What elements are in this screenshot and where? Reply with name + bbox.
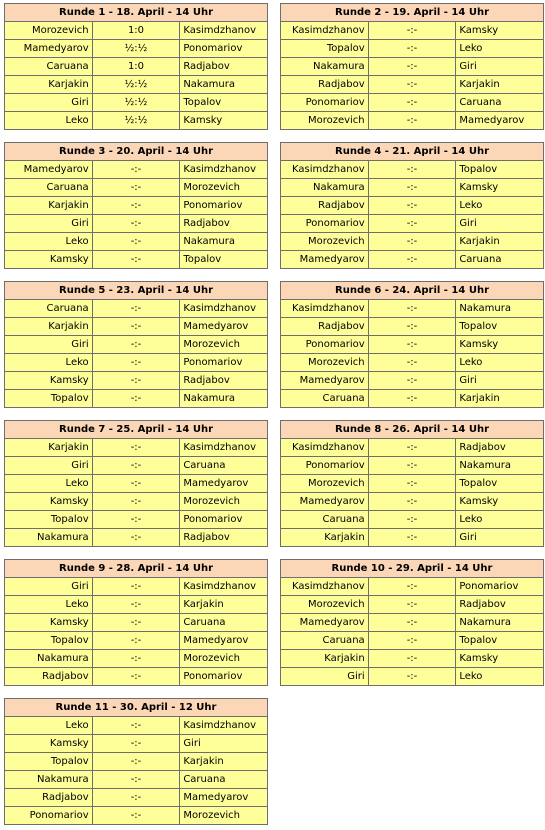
black-player: Karjakin (180, 753, 268, 771)
game-row (5, 614, 268, 632)
game-result: 1:0 (92, 58, 180, 76)
game-row (5, 753, 268, 771)
game-row (5, 457, 268, 475)
game-result: -:- (92, 578, 180, 596)
game-row (281, 40, 544, 58)
white-player: Topalov (5, 753, 93, 771)
round-table-4 (280, 142, 544, 269)
game-result: -:- (368, 614, 456, 632)
black-player: Nakamura (180, 233, 268, 251)
game-result: -:- (92, 807, 180, 825)
game-result: -:- (368, 511, 456, 529)
white-player: Leko (5, 112, 93, 130)
black-player: Morozevich (180, 650, 268, 668)
round-table-6 (280, 281, 544, 408)
game-row (281, 511, 544, 529)
game-result: -:- (92, 668, 180, 686)
round-table-8 (280, 420, 544, 547)
game-result: -:- (368, 251, 456, 269)
round-title: Runde 3 - 20. April - 14 Uhr (5, 143, 268, 161)
black-player: Leko (456, 40, 544, 58)
round-title: Runde 1 - 18. April - 14 Uhr (5, 4, 268, 22)
round-title: Runde 11 - 30. April - 12 Uhr (5, 699, 268, 717)
black-player: Ponomariov (180, 511, 268, 529)
black-player: Radjabov (180, 215, 268, 233)
black-player: Nakamura (180, 76, 268, 94)
white-player: Leko (5, 596, 93, 614)
white-player: Leko (5, 354, 93, 372)
black-player: Topalov (456, 161, 544, 179)
black-player: Kamsky (456, 336, 544, 354)
game-result: -:- (92, 529, 180, 547)
game-result: -:- (92, 650, 180, 668)
game-row (5, 668, 268, 686)
game-row (5, 94, 268, 112)
game-row (5, 58, 268, 76)
game-result: -:- (368, 161, 456, 179)
white-player: Giri (281, 668, 369, 686)
white-player: Topalov (5, 511, 93, 529)
black-player: Leko (456, 197, 544, 215)
game-result: -:- (92, 318, 180, 336)
game-result: ½:½ (92, 40, 180, 58)
game-row (5, 735, 268, 753)
game-row (281, 318, 544, 336)
game-result: -:- (92, 251, 180, 269)
black-player: Kasimdzhanov (180, 717, 268, 735)
game-result: -:- (92, 753, 180, 771)
game-result: 1:0 (92, 22, 180, 40)
white-player: Leko (5, 717, 93, 735)
black-player: Mamedyarov (180, 475, 268, 493)
game-result: -:- (92, 197, 180, 215)
game-result: -:- (92, 233, 180, 251)
game-result: -:- (92, 632, 180, 650)
round-header-row (5, 421, 268, 439)
white-player: Karjakin (281, 650, 369, 668)
black-player: Karjakin (456, 76, 544, 94)
game-result: -:- (368, 318, 456, 336)
game-row (281, 94, 544, 112)
white-player: Topalov (281, 40, 369, 58)
game-row (281, 668, 544, 686)
game-result: -:- (92, 493, 180, 511)
game-result: -:- (368, 76, 456, 94)
game-row (5, 179, 268, 197)
black-player: Ponomariov (180, 40, 268, 58)
round-table-5 (4, 281, 268, 408)
round-title: Runde 2 - 19. April - 14 Uhr (281, 4, 544, 22)
game-result: ½:½ (92, 76, 180, 94)
black-player: Mamedyarov (180, 632, 268, 650)
round-title: Runde 8 - 26. April - 14 Uhr (281, 421, 544, 439)
white-player: Radjabov (281, 197, 369, 215)
game-result: -:- (368, 354, 456, 372)
black-player: Nakamura (456, 457, 544, 475)
game-result: -:- (92, 300, 180, 318)
white-player: Radjabov (281, 318, 369, 336)
game-row (281, 336, 544, 354)
white-player: Ponomariov (281, 336, 369, 354)
black-player: Giri (456, 215, 544, 233)
black-player: Caruana (180, 614, 268, 632)
round-header-row (5, 282, 268, 300)
round-header-row (5, 4, 268, 22)
white-player: Mamedyarov (281, 372, 369, 390)
game-row (281, 439, 544, 457)
white-player: Karjakin (5, 197, 93, 215)
game-result: -:- (368, 475, 456, 493)
black-player: Radjabov (456, 596, 544, 614)
game-row (5, 300, 268, 318)
white-player: Nakamura (5, 529, 93, 547)
game-row (281, 58, 544, 76)
game-row (281, 179, 544, 197)
round-table-3 (4, 142, 268, 269)
black-player: Morozevich (180, 336, 268, 354)
game-row (281, 354, 544, 372)
round-header-row (5, 699, 268, 717)
black-player: Leko (456, 354, 544, 372)
game-row (281, 112, 544, 130)
white-player: Morozevich (281, 112, 369, 130)
game-row (5, 336, 268, 354)
game-row (5, 771, 268, 789)
game-row (281, 650, 544, 668)
game-row (281, 596, 544, 614)
white-player: Kasimdzhanov (281, 300, 369, 318)
game-row (5, 22, 268, 40)
white-player: Mamedyarov (5, 161, 93, 179)
white-player: Caruana (281, 390, 369, 408)
game-row (5, 233, 268, 251)
game-result: -:- (92, 390, 180, 408)
white-player: Ponomariov (281, 215, 369, 233)
round-title: Runde 6 - 24. April - 14 Uhr (281, 282, 544, 300)
game-row (281, 300, 544, 318)
game-row (5, 632, 268, 650)
black-player: Morozevich (180, 807, 268, 825)
black-player: Kasimdzhanov (180, 300, 268, 318)
black-player: Nakamura (456, 300, 544, 318)
game-result: -:- (368, 233, 456, 251)
white-player: Radjabov (5, 668, 93, 686)
black-player: Leko (456, 668, 544, 686)
game-result: -:- (368, 197, 456, 215)
white-player: Caruana (281, 511, 369, 529)
white-player: Kasimdzhanov (281, 22, 369, 40)
white-player: Morozevich (281, 475, 369, 493)
black-player: Nakamura (456, 614, 544, 632)
black-player: Giri (180, 735, 268, 753)
game-result: -:- (92, 735, 180, 753)
black-player: Kasimdzhanov (180, 439, 268, 457)
game-result: -:- (368, 40, 456, 58)
black-player: Mamedyarov (456, 112, 544, 130)
game-result: ½:½ (92, 94, 180, 112)
white-player: Caruana (5, 58, 93, 76)
game-row (281, 390, 544, 408)
white-player: Karjakin (5, 439, 93, 457)
white-player: Morozevich (281, 233, 369, 251)
game-row (5, 76, 268, 94)
game-result: -:- (368, 390, 456, 408)
game-row (5, 161, 268, 179)
round-title: Runde 10 - 29. April - 14 Uhr (281, 560, 544, 578)
round-title: Runde 7 - 25. April - 14 Uhr (5, 421, 268, 439)
white-player: Kasimdzhanov (281, 578, 369, 596)
white-player: Kamsky (5, 372, 93, 390)
black-player: Radjabov (180, 58, 268, 76)
game-row (281, 251, 544, 269)
black-player: Morozevich (180, 179, 268, 197)
white-player: Kasimdzhanov (281, 161, 369, 179)
black-player: Karjakin (456, 233, 544, 251)
game-result: -:- (368, 300, 456, 318)
game-row (281, 215, 544, 233)
round-table-2 (280, 3, 544, 130)
game-row (281, 161, 544, 179)
round-header-row (281, 560, 544, 578)
black-player: Kamsky (456, 650, 544, 668)
game-row (281, 493, 544, 511)
black-player: Topalov (180, 251, 268, 269)
white-player: Radjabov (281, 76, 369, 94)
black-player: Leko (456, 511, 544, 529)
game-row (5, 717, 268, 735)
game-row (5, 197, 268, 215)
game-row (5, 354, 268, 372)
white-player: Nakamura (5, 650, 93, 668)
white-player: Ponomariov (5, 807, 93, 825)
white-player: Morozevich (281, 596, 369, 614)
white-player: Karjakin (5, 318, 93, 336)
black-player: Topalov (456, 318, 544, 336)
black-player: Caruana (180, 457, 268, 475)
game-row (5, 112, 268, 130)
white-player: Kamsky (5, 251, 93, 269)
black-player: Kamsky (456, 493, 544, 511)
white-player: Mamedyarov (281, 251, 369, 269)
game-result: -:- (368, 22, 456, 40)
game-row (281, 76, 544, 94)
black-player: Kamsky (456, 179, 544, 197)
game-row (5, 40, 268, 58)
game-row (281, 197, 544, 215)
game-row (5, 372, 268, 390)
white-player: Giri (5, 457, 93, 475)
game-result: -:- (92, 161, 180, 179)
game-result: ½:½ (92, 112, 180, 130)
white-player: Caruana (5, 300, 93, 318)
game-result: -:- (92, 511, 180, 529)
game-result: -:- (92, 372, 180, 390)
game-row (5, 650, 268, 668)
black-player: Ponomariov (456, 578, 544, 596)
white-player: Kamsky (5, 614, 93, 632)
game-row (5, 475, 268, 493)
game-row (5, 318, 268, 336)
game-row (5, 390, 268, 408)
black-player: Topalov (180, 94, 268, 112)
game-result: -:- (368, 336, 456, 354)
game-row (5, 439, 268, 457)
white-player: Karjakin (281, 529, 369, 547)
black-player: Kasimdzhanov (180, 578, 268, 596)
game-result: -:- (368, 439, 456, 457)
game-result: -:- (368, 578, 456, 596)
game-result: -:- (92, 215, 180, 233)
black-player: Radjabov (180, 372, 268, 390)
black-player: Mamedyarov (180, 318, 268, 336)
game-row (281, 578, 544, 596)
game-result: -:- (92, 596, 180, 614)
white-player: Giri (5, 215, 93, 233)
white-player: Mamedyarov (281, 493, 369, 511)
game-row (281, 22, 544, 40)
round-title: Runde 9 - 28. April - 14 Uhr (5, 560, 268, 578)
game-row (5, 215, 268, 233)
game-result: -:- (92, 614, 180, 632)
round-table-10 (280, 559, 544, 686)
white-player: Nakamura (5, 771, 93, 789)
black-player: Radjabov (456, 439, 544, 457)
black-player: Morozevich (180, 493, 268, 511)
game-result: -:- (368, 372, 456, 390)
black-player: Giri (456, 58, 544, 76)
round-header-row (281, 421, 544, 439)
round-header-row (5, 143, 268, 161)
white-player: Karjakin (5, 76, 93, 94)
white-player: Morozevich (5, 22, 93, 40)
game-result: -:- (92, 475, 180, 493)
black-player: Giri (456, 529, 544, 547)
black-player: Kasimdzhanov (180, 161, 268, 179)
white-player: Giri (5, 94, 93, 112)
round-header-row (281, 282, 544, 300)
black-player: Caruana (456, 94, 544, 112)
black-player: Karjakin (180, 596, 268, 614)
game-row (281, 529, 544, 547)
game-row (281, 475, 544, 493)
white-player: Leko (5, 475, 93, 493)
white-player: Ponomariov (281, 94, 369, 112)
game-result: -:- (368, 632, 456, 650)
white-player: Morozevich (281, 354, 369, 372)
white-player: Giri (5, 578, 93, 596)
round-table-1 (4, 3, 268, 130)
game-result: -:- (368, 112, 456, 130)
game-result: -:- (368, 94, 456, 112)
black-player: Kasimdzhanov (180, 22, 268, 40)
black-player: Ponomariov (180, 668, 268, 686)
white-player: Kamsky (5, 493, 93, 511)
game-row (281, 614, 544, 632)
round-header-row (281, 143, 544, 161)
white-player: Mamedyarov (5, 40, 93, 58)
round-table-7 (4, 420, 268, 547)
game-result: -:- (92, 457, 180, 475)
game-row (5, 789, 268, 807)
game-row (281, 632, 544, 650)
white-player: Nakamura (281, 58, 369, 76)
game-result: -:- (368, 493, 456, 511)
game-result: -:- (368, 668, 456, 686)
black-player: Nakamura (180, 390, 268, 408)
game-result: -:- (92, 336, 180, 354)
black-player: Radjabov (180, 529, 268, 547)
white-player: Caruana (281, 632, 369, 650)
white-player: Ponomariov (281, 457, 369, 475)
game-result: -:- (368, 650, 456, 668)
game-result: -:- (92, 179, 180, 197)
black-player: Caruana (180, 771, 268, 789)
game-result: -:- (368, 215, 456, 233)
game-result: -:- (368, 457, 456, 475)
game-result: -:- (368, 179, 456, 197)
game-row (5, 578, 268, 596)
black-player: Topalov (456, 632, 544, 650)
game-result: -:- (92, 789, 180, 807)
white-player: Leko (5, 233, 93, 251)
white-player: Caruana (5, 179, 93, 197)
round-title: Runde 5 - 23. April - 14 Uhr (5, 282, 268, 300)
game-result: -:- (368, 596, 456, 614)
black-player: Ponomariov (180, 354, 268, 372)
game-row (5, 529, 268, 547)
black-player: Mamedyarov (180, 789, 268, 807)
game-row (5, 807, 268, 825)
black-player: Giri (456, 372, 544, 390)
round-title: Runde 4 - 21. April - 14 Uhr (281, 143, 544, 161)
black-player: Ponomariov (180, 197, 268, 215)
white-player: Radjabov (5, 789, 93, 807)
white-player: Nakamura (281, 179, 369, 197)
white-player: Topalov (5, 632, 93, 650)
white-player: Giri (5, 336, 93, 354)
black-player: Topalov (456, 475, 544, 493)
game-result: -:- (368, 529, 456, 547)
round-table-9 (4, 559, 268, 686)
black-player: Caruana (456, 251, 544, 269)
game-row (281, 457, 544, 475)
game-row (5, 596, 268, 614)
game-result: -:- (92, 354, 180, 372)
round-table-11 (4, 698, 268, 825)
game-result: -:- (92, 717, 180, 735)
black-player: Kamsky (180, 112, 268, 130)
round-header-row (5, 560, 268, 578)
game-row (5, 511, 268, 529)
game-row (5, 493, 268, 511)
white-player: Kamsky (5, 735, 93, 753)
game-result: -:- (368, 58, 456, 76)
game-row (5, 251, 268, 269)
black-player: Kamsky (456, 22, 544, 40)
round-header-row (281, 4, 544, 22)
white-player: Topalov (5, 390, 93, 408)
game-row (281, 233, 544, 251)
game-row (281, 372, 544, 390)
game-result: -:- (92, 771, 180, 789)
white-player: Kasimdzhanov (281, 439, 369, 457)
black-player: Karjakin (456, 390, 544, 408)
game-result: -:- (92, 439, 180, 457)
white-player: Mamedyarov (281, 614, 369, 632)
